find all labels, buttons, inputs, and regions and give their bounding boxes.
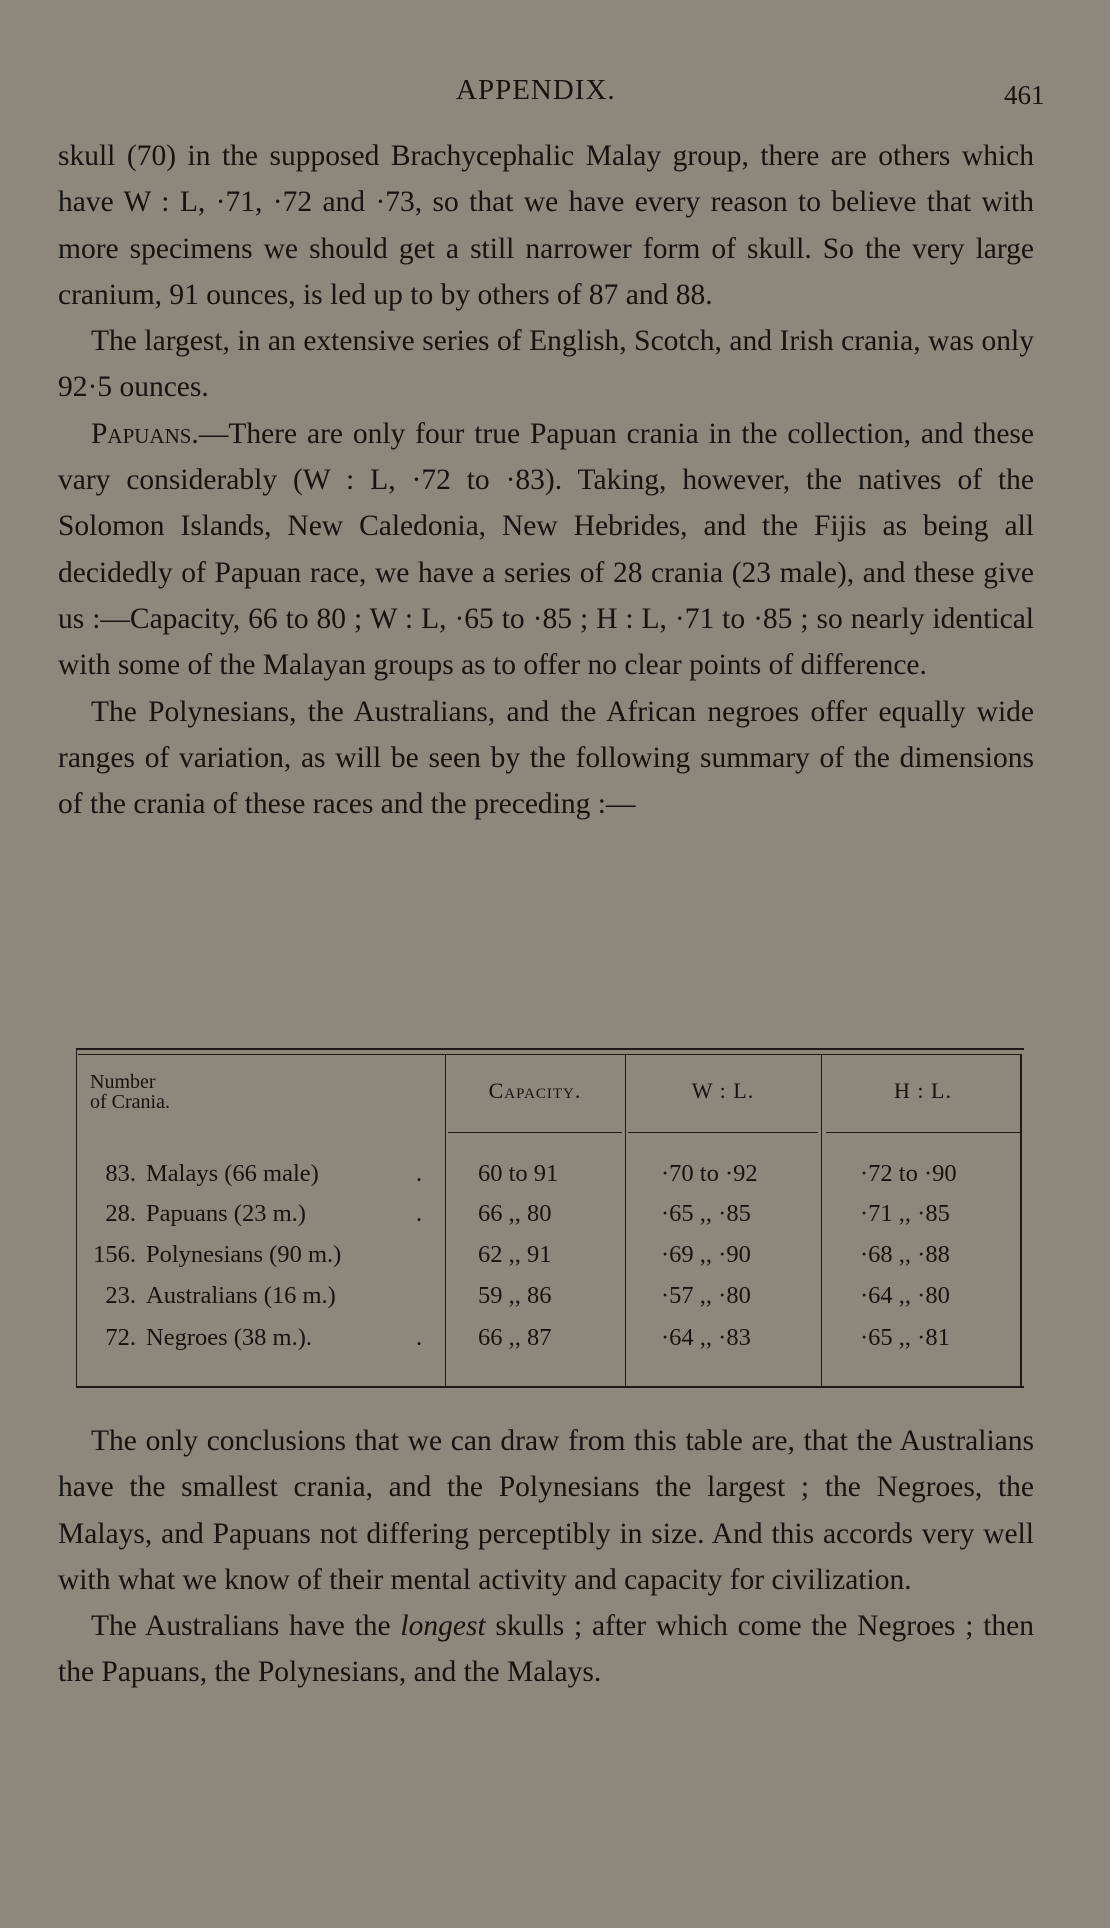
row-wl: ·69 ,, ·90 — [661, 1241, 751, 1268]
paragraph: The Polynesians, the Australians, and the African negroes offer equally wide ranges of variation, as will be seen by the following summary of the dimensions of the crania of these races and the preceding :— — [58, 695, 1034, 821]
row-number: 72. — [105, 1324, 136, 1351]
paragraph-text: skulls ; after which come the Negroes ; then the Papuans, the Polynesians, and the Malays. — [58, 1610, 1034, 1689]
header-rule — [448, 1132, 622, 1133]
row-label: Negroes (38 m.). — [146, 1324, 313, 1351]
row-hl: ·68 ,, ·88 — [860, 1241, 950, 1268]
row-capacity: 59 ,, 86 — [478, 1282, 552, 1309]
paragraph: skull (70) in the supposed Brachycephalic Malay group, there are others which have W : L, ·71, ·72 and ·73, so that we have every reason to believe that with more specimens we should get a still narrower form of skull. So the very large cranium, 91 ounces, is led up to by others of 87 and 88. — [58, 140, 1034, 311]
row-label: Australians (16 m.) — [146, 1282, 336, 1309]
row-wl: ·57 ,, ·80 — [661, 1282, 751, 1309]
row-label: Polynesians (90 m.) — [146, 1241, 342, 1268]
row-number: 23. — [105, 1282, 136, 1309]
row-number: 156. — [93, 1241, 136, 1268]
row-hl: ·71 ,, ·85 — [860, 1200, 950, 1227]
page-number: 461 — [1004, 80, 1045, 110]
column-rule — [445, 1054, 446, 1388]
header-capacity: Capacity. — [488, 1078, 582, 1103]
paragraph: The only conclusions that we can draw from this table are, that the Australians have the smallest crania, and the Polynesians the largest ; the Negroes, the Malays, and Papuans not differing perceptibly in size. And this accords very well with what we know of their mental activity and capacity for civilization. — [58, 1425, 1034, 1596]
row-label: Papuans (23 m.) — [146, 1200, 306, 1227]
header-wl: W : L. — [691, 1078, 755, 1103]
body-text-bottom — [58, 1418, 1034, 1696]
paragraph — [58, 411, 1034, 689]
section-lead: Papuans. — [91, 417, 199, 450]
paragraph: The largest, in an extensive series of English, Scotch, and Irish crania, was only 92·5 ounces. — [58, 325, 1034, 404]
table-border-right — [1020, 1054, 1022, 1388]
row-capacity: 60 to 91 — [478, 1160, 559, 1187]
column-rule — [625, 1054, 626, 1388]
row-hl: ·72 to ·90 — [860, 1160, 957, 1187]
row-label: Malays (66 male) — [146, 1160, 319, 1187]
row-number: 28. — [105, 1200, 136, 1227]
paragraph — [58, 1603, 1034, 1696]
row-hl: ·64 ,, ·80 — [860, 1282, 950, 1309]
table-border-top — [76, 1048, 1024, 1050]
row-leader: . — [416, 1324, 423, 1351]
header-rule — [628, 1132, 818, 1133]
row-leader: . — [416, 1200, 423, 1227]
row-leader: . — [416, 1160, 423, 1187]
row-wl: ·70 to ·92 — [661, 1160, 758, 1187]
row-wl: ·64 ,, ·83 — [661, 1324, 751, 1351]
column-rule — [821, 1054, 822, 1388]
table-border-bottom — [76, 1386, 1024, 1388]
header-rule — [826, 1132, 1020, 1133]
header-hl: H : L. — [894, 1078, 952, 1103]
paragraph-text: The Australians have the — [91, 1610, 401, 1643]
row-capacity: 62 ,, 91 — [478, 1241, 552, 1268]
table-border-top-inner — [78, 1054, 1022, 1055]
paragraph-text: —There are only four true Papuan crania in the collection, and these vary considerably (W : L, ·72 to ·83). Taking, however, the natives of the Solomon Islands, New Caledonia, New Hebrides, and the Fijis as being all decidedly of Papuan race, we have a series of 28 crania (23 male), and these give us :—Capacity, 66 to 80 ; W : L, ·65 to ·85 ; H : L, ·71 to ·85 ; so nearly identical with some of the Malayan groups as to offer no clear points of difference. — [58, 417, 1034, 682]
row-number: 83. — [105, 1160, 136, 1187]
running-title: APPENDIX. — [456, 74, 616, 106]
row-wl: ·65 ,, ·85 — [661, 1200, 751, 1227]
crania-table — [76, 1048, 1024, 1388]
emphasis-text: longest — [400, 1610, 486, 1643]
row-capacity: 66 ,, 80 — [478, 1200, 552, 1227]
body-text-top — [58, 133, 1034, 827]
row-hl: ·65 ,, ·81 — [860, 1324, 950, 1351]
header-number-line1: Number — [90, 1071, 156, 1093]
running-header — [0, 74, 1110, 114]
header-number-line2: of Crania. — [90, 1091, 170, 1113]
row-capacity: 66 ,, 87 — [478, 1324, 552, 1351]
